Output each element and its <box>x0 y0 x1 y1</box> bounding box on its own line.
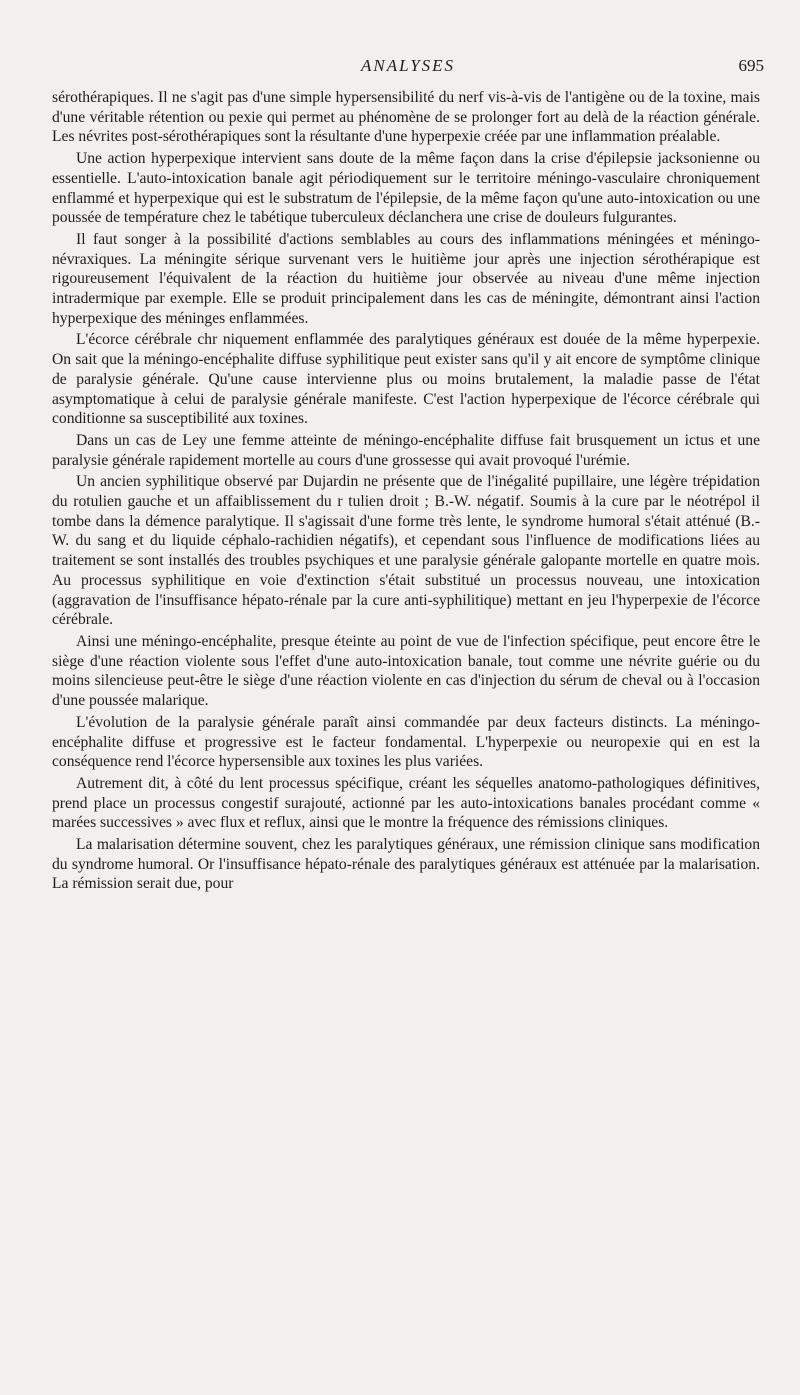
paragraph: sérothérapiques. Il ne s'agit pas d'une simple hypersensibilité du nerf vis-à-vis de l'antigène ou de la toxine, mais d'une véritable rétention ou pexie qui permet au phénomène de se prolonger fort au delà de la réaction générale. Les névrites post-sérothérapiques sont la résultante d'une hyperpexie créée par une inflammation préalable. <box>52 89 760 146</box>
paragraph: L'écorce cérébrale chr niquement enflammée des paralytiques généraux est douée de la même hyperpexie. On sait que la méningo-encéphalite diffuse syphilitique peut exister sans qu'il y ait encore de symptôme clinique de paralysie générale. Qu'une cause intervienne plus ou moins brutalement, la maladie passe de l'état asymptomatique à celui de paralysie générale manifeste. C'est l'action hyperpexique de l'écorce cérébrale qui conditionne sa susceptibilité aux toxines. <box>52 331 760 428</box>
paragraph: Un ancien syphilitique observé par Dujardin ne présente que de l'inégalité pupillaire, une légère trépidation du rotulien gauche et un affaiblissement du r tulien droit ; B.-W. négatif. Soumis à la cure par le néotrépol il tombe dans la démence paralytique. Il s'agissait d'une forme très lente, le syndrome humoral s'était atténué (B.-W. du sang et du liquide céphalo-rachidien négatifs), et cependant sous l'influence de modifications liées au traitement se sont installés des troubles psychiques et une paralysie générale galopante mortelle en quatre mois. Au processus syphilitique en voie d'extinction s'était substitué un processus nouveau, une intoxication (aggravation de l'insuffisance hépato-rénale par la cure anti-syphilitique) mettant en jeu l'hyperpexie de l'écorce cérébrale. <box>52 473 760 629</box>
body-text <box>52 88 760 896</box>
paragraph: La malarisation détermine souvent, chez les paralytiques généraux, une rémission clinique sans modification du syndrome humoral. Or l'insuffisance hépato-rénale des paralytiques généraux est atténuée par la malarisation. La rémission serait due, pour <box>52 836 760 893</box>
paragraph: Ainsi une méningo-encéphalite, presque éteinte au point de vue de l'infection spécifique, peut encore être le siège d'une réaction violente sous l'effet d'une auto-intoxication banale, tout comme une névrite guérie ou du moins silencieuse peut-être le siège d'une réaction violente en cas d'injection du sérum de cheval ou à l'occasion d'une poussée malarique. <box>52 632 760 710</box>
running-title: ANALYSES <box>360 56 456 75</box>
paragraph: Dans un cas de Ley une femme atteinte de méningo-encéphalite diffuse fait brusquement un ictus et une paralysie générale rapidement mortelle au cours d'une grossesse qui avait provoqué l'urémie. <box>52 431 760 469</box>
paragraph: L'évolution de la paralysie générale paraît ainsi commandée par deux facteurs distincts. La méningo-encéphalite diffuse et progressive est le facteur fondamental. L'hyperpexie ou neuropexie qui en est la conséquence rend l'écorce hypersensible aux toxines les plus variées. <box>52 713 760 771</box>
page-number: 695 <box>738 56 764 75</box>
paragraph: Il faut songer à la possibilité d'actions semblables au cours des inflammations méningées et méningo-névraxiques. La méningite sérique survenant vers le huitième jour après une injection sérothérapique est rigoureusement l'équivalent de la réaction du huitième jour observée au niveau d'une même injection intradermique par exemple. Elle se produit principalement dans les cas de méningite, démontrant ainsi l'action hyperpexique des méninges enflammées. <box>52 230 760 327</box>
paragraph: Autrement dit, à côté du lent processus spécifique, créant les séquelles anatomo-pathologiques définitives, prend place un processus congestif surajouté, actionné par les auto-intoxications banales procédant comme « marées successives » avec flux et reflux, ainsi que le montre la fréquence des rémissions cliniques. <box>52 774 760 832</box>
page-header <box>52 56 764 82</box>
paragraph: Une action hyperpexique intervient sans doute de la même façon dans la crise d'épilepsie jacksonienne ou essentielle. L'auto-intoxication banale agit périodiquement sur le territoire méningo-vasculaire chroniquement enflammé et hyperpexique qui est le substratum de l'épilepsie, de la même façon qu'une auto-intoxication ou une poussée de température chez le tabétique tuberculeux déclanchera une crise de douleurs fulgurantes. <box>52 150 760 227</box>
